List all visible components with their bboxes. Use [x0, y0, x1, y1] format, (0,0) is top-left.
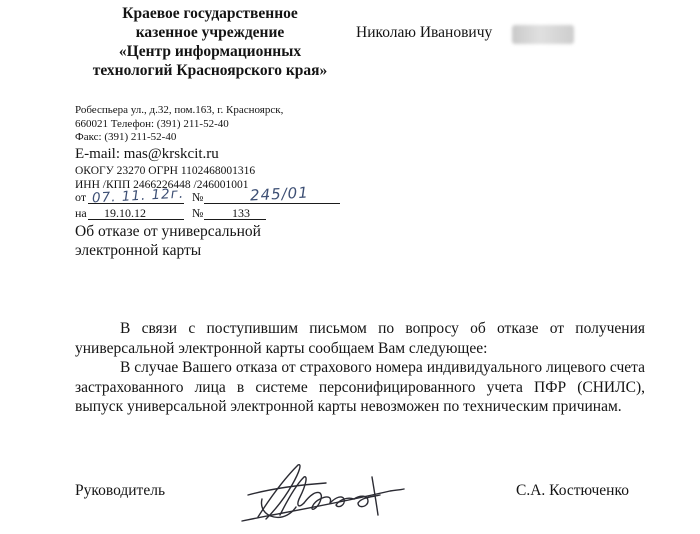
- org-line-3: «Центр информационных: [118, 43, 302, 60]
- org-line-1: Краевое государственное: [122, 5, 298, 22]
- outgoing-date-underline: [88, 203, 184, 204]
- body-paragraph-2: В случае Вашего отказа от страхового номера индивидуального лицевого счета застрахованного лица в системе персонифицированного учета ПФР (СНИЛС), выпуск универсальной электронной карты невозможен по техническим причинам.: [75, 359, 645, 415]
- subject-line-2: электронной карты: [75, 242, 202, 259]
- redacted-surname: [512, 25, 574, 44]
- org-line-2: казенное учреждение: [135, 24, 285, 41]
- organization-name: [75, 4, 345, 80]
- outgoing-number-underline: [204, 203, 340, 204]
- reference-number-label: №: [192, 206, 204, 220]
- outgoing-number-handwritten: 245/01: [249, 183, 310, 205]
- body-paragraph-1: В связи с поступившим письмом по вопросу об отказе от получения универсальной электронной карты сообщаем Вам следующее:: [75, 320, 645, 357]
- signatory-position: Руководитель: [75, 482, 166, 499]
- inn-kpp: ИНН /КПП 2466226448 /246001001: [75, 178, 249, 191]
- reference-date: 19.10.12: [104, 206, 146, 220]
- letter-body: [75, 319, 645, 417]
- reference-date-underline: [88, 219, 184, 220]
- reference-number: 133: [232, 206, 250, 220]
- reference-number-underline: [204, 219, 266, 220]
- subject-line-1: Об отказе от универсальной: [75, 223, 261, 240]
- address-block: [75, 104, 283, 145]
- email-contact: E-mail: mas@krskcit.ru: [75, 146, 219, 162]
- okogu-ogrn: ОКОГУ 23270 ОГРН 1102468001316: [75, 165, 256, 177]
- signatory-name: С.А. Костюченко: [516, 482, 629, 499]
- reference-date-label: на: [75, 206, 87, 220]
- outgoing-date-handwritten: 07. 11. 12г.: [91, 185, 185, 207]
- addressee-name: Николаю Ивановичу: [356, 24, 493, 41]
- address-line-3: Факс: (391) 211-52-40: [75, 131, 177, 143]
- org-line-4: технологий Красноярского края»: [92, 62, 328, 79]
- address-line-1: Робеспьера ул., д.32, пом.163, г. Красноярск,: [75, 104, 284, 116]
- outgoing-number-label: №: [192, 190, 204, 204]
- handwritten-signature: [240, 455, 410, 530]
- outgoing-date-label: от: [75, 190, 87, 204]
- address-line-2: 660021 Телефон: (391) 211-52-40: [75, 117, 229, 130]
- subject: [75, 222, 261, 260]
